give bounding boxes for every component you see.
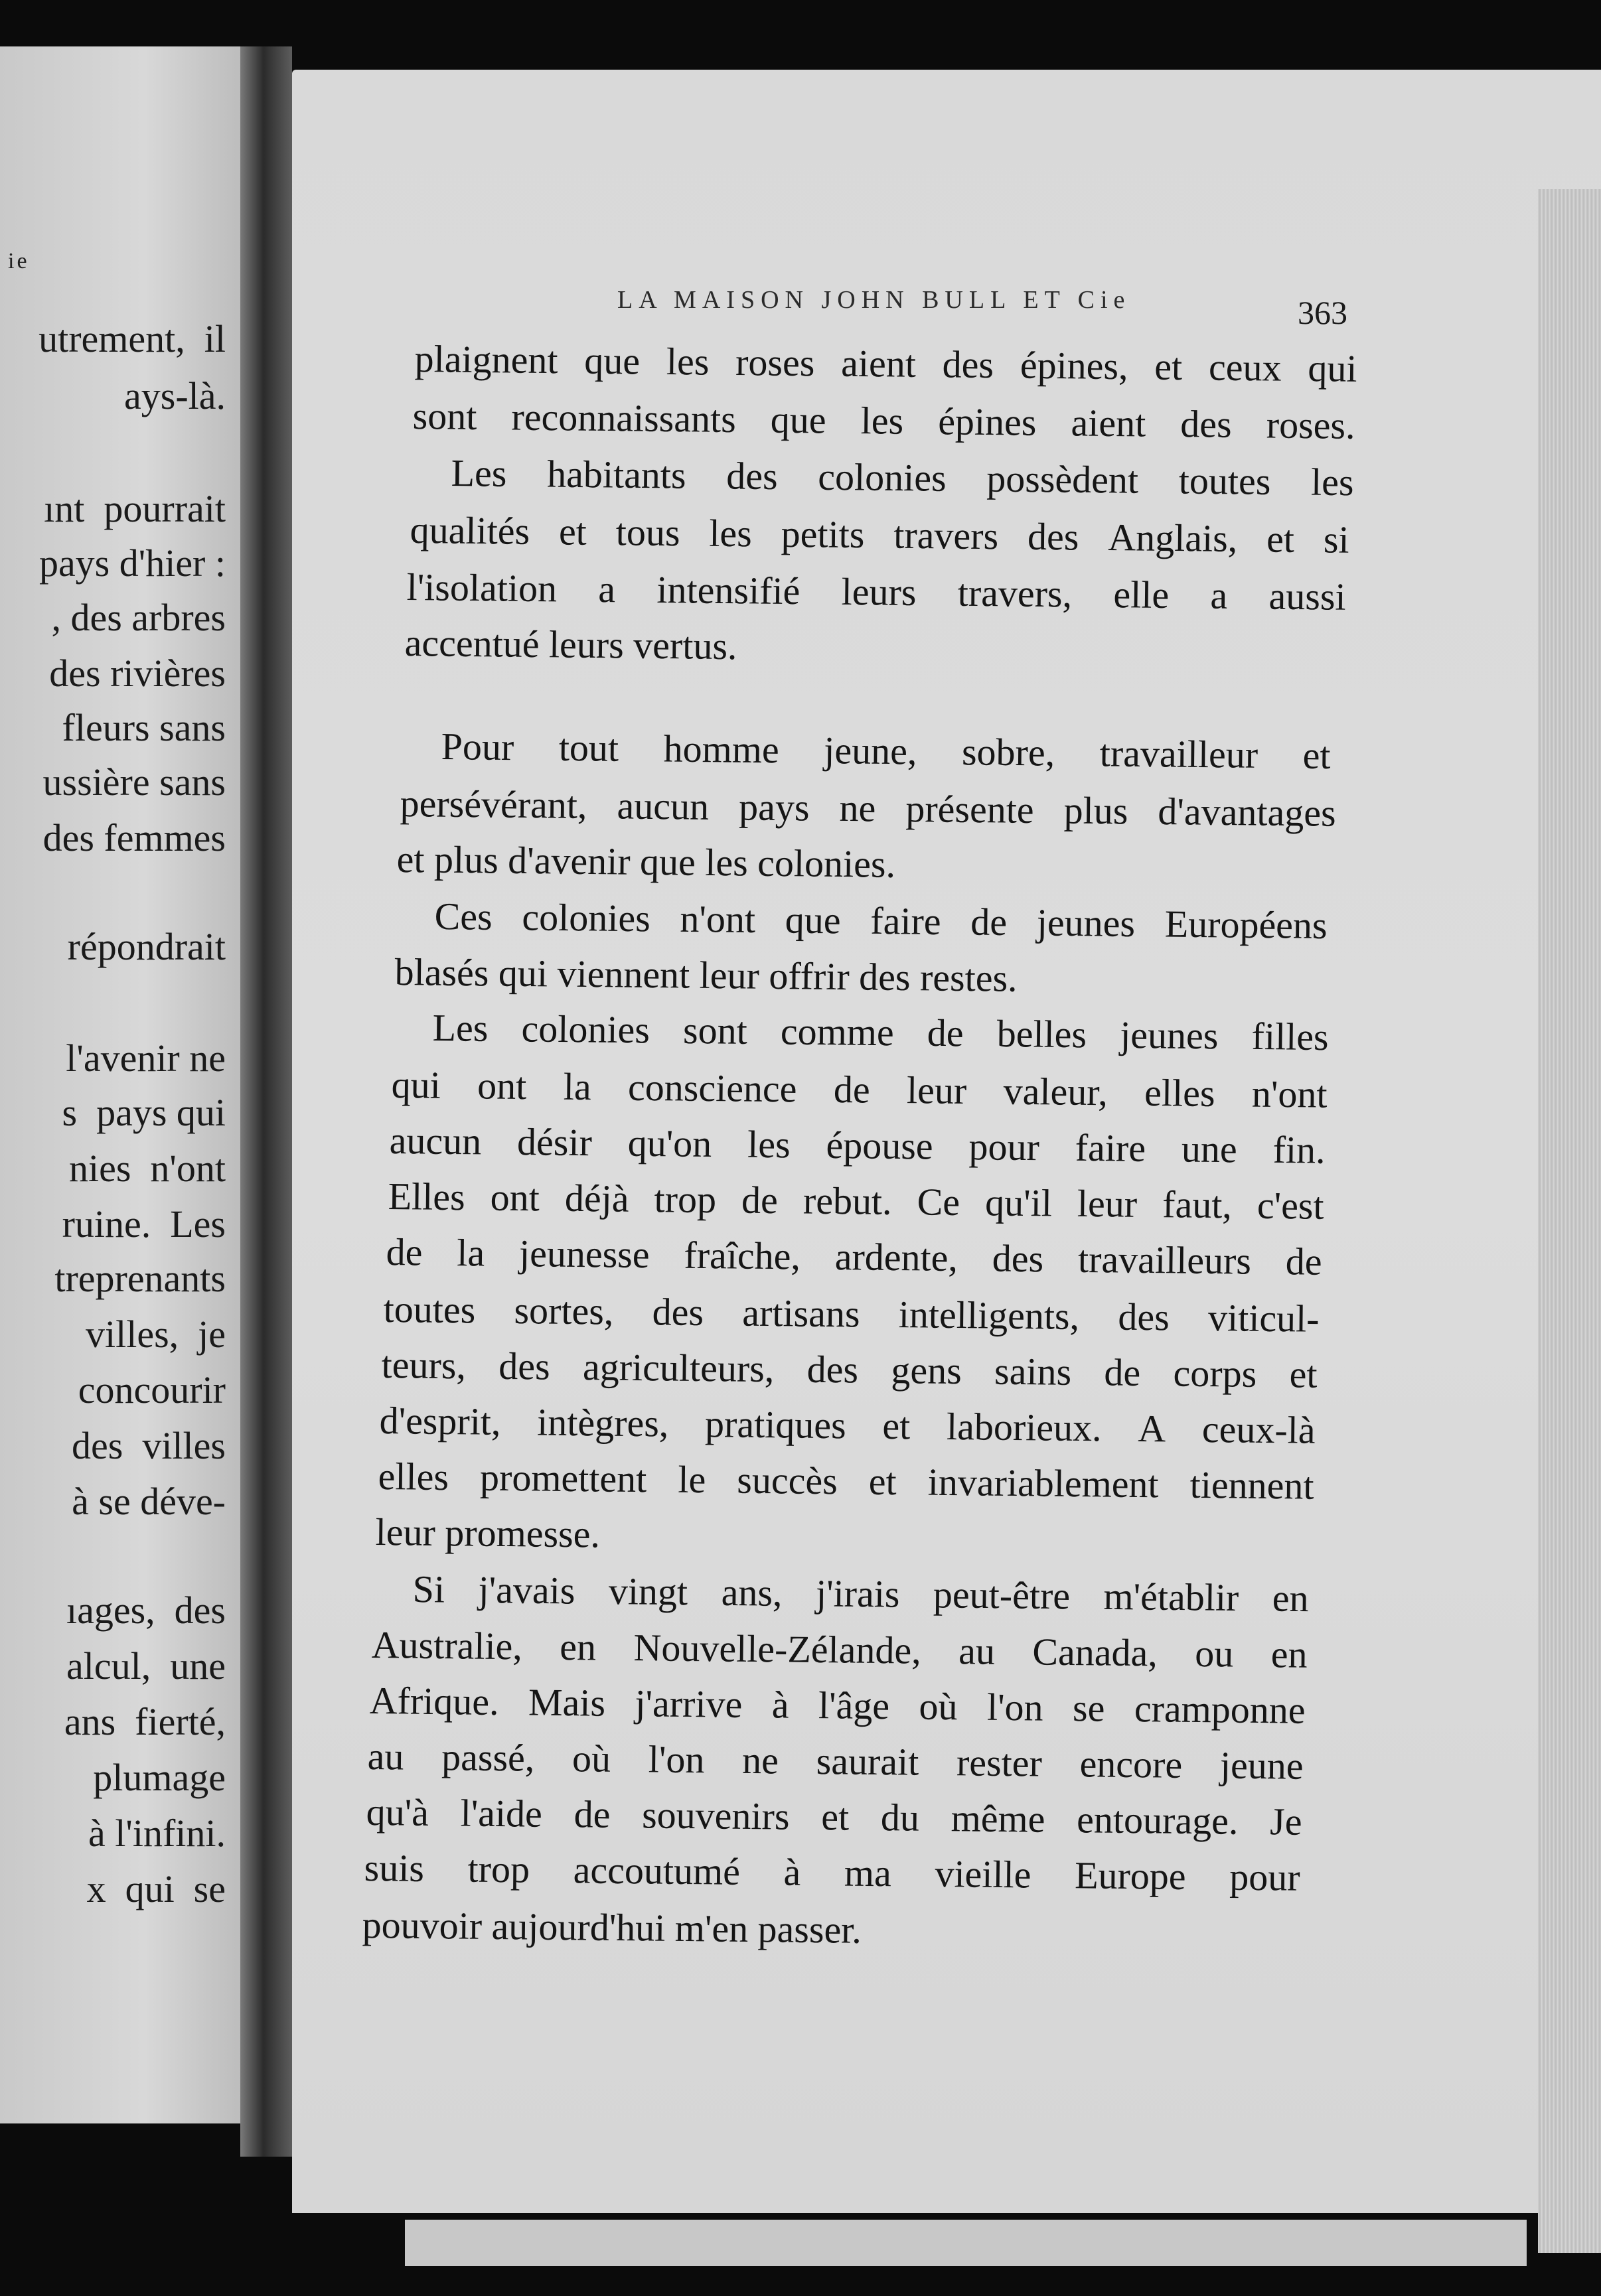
text-line bbox=[371, 1623, 1308, 1676]
word: de bbox=[1285, 1240, 1322, 1283]
word: toutes bbox=[383, 1287, 476, 1332]
word: ans, bbox=[721, 1570, 783, 1614]
word: qu'il bbox=[984, 1181, 1053, 1225]
word: comme bbox=[780, 1009, 895, 1054]
left-text-line: pays d'hier : bbox=[38, 541, 226, 585]
word: trop bbox=[467, 1847, 530, 1891]
text-line bbox=[381, 1343, 1318, 1396]
word: intensifié bbox=[656, 567, 800, 613]
text-line bbox=[434, 895, 1328, 948]
word: des bbox=[1118, 1295, 1170, 1339]
text-line bbox=[379, 1401, 1316, 1450]
left-text-line: x qui se bbox=[86, 1867, 226, 1910]
text-line bbox=[406, 565, 1346, 618]
text-line bbox=[391, 1063, 1328, 1116]
word: des bbox=[652, 1290, 704, 1334]
word: d'avantages bbox=[1158, 789, 1336, 835]
word: viticul- bbox=[1207, 1296, 1320, 1340]
word: possèdent bbox=[986, 457, 1139, 502]
word: les bbox=[709, 511, 753, 555]
text-line bbox=[414, 337, 1357, 390]
word: Australie, bbox=[371, 1623, 523, 1668]
word: Je bbox=[1269, 1800, 1302, 1843]
word: artisans bbox=[742, 1291, 860, 1336]
word: sont bbox=[682, 1008, 748, 1052]
word: conscience bbox=[627, 1065, 797, 1111]
left-text-line: concourir bbox=[78, 1368, 226, 1411]
word: à bbox=[783, 1850, 801, 1894]
word: fin. bbox=[1272, 1127, 1326, 1172]
left-text-line: des femmes bbox=[42, 816, 226, 859]
left-text-line: à se déve- bbox=[72, 1480, 226, 1523]
word: de bbox=[833, 1067, 871, 1112]
left-text-line: , des arbres bbox=[51, 596, 226, 639]
word: elle bbox=[1113, 573, 1170, 617]
word: valeur, bbox=[1003, 1069, 1108, 1114]
running-head: LA MAISON JOHN BULL ET Cie bbox=[617, 286, 1131, 314]
word: du bbox=[880, 1796, 920, 1839]
word: sains bbox=[994, 1349, 1072, 1394]
word: plaignent bbox=[414, 337, 558, 382]
word: même bbox=[951, 1796, 1045, 1841]
word: qu'on bbox=[627, 1121, 712, 1166]
left-text-line: ruine. Les bbox=[62, 1202, 226, 1246]
word: de bbox=[927, 1011, 964, 1055]
word: leur bbox=[906, 1068, 967, 1113]
left-text-line: treprenants bbox=[54, 1257, 226, 1300]
word: fraîche, bbox=[684, 1233, 801, 1278]
word: saurait bbox=[816, 1739, 919, 1784]
word: ceux bbox=[1208, 345, 1282, 390]
left-text-line: ınt pourrait bbox=[44, 487, 226, 530]
word: et bbox=[1302, 733, 1331, 778]
word: cramponne bbox=[1134, 1687, 1306, 1732]
text-line bbox=[378, 1457, 1314, 1506]
word: travers bbox=[893, 513, 999, 558]
text-line bbox=[412, 1567, 1309, 1620]
word: et bbox=[558, 510, 587, 553]
word: de bbox=[741, 1178, 779, 1222]
word: j'avais bbox=[478, 1568, 575, 1613]
word: ont bbox=[477, 1064, 527, 1108]
word: aucun bbox=[389, 1119, 482, 1163]
word: ne bbox=[839, 786, 876, 830]
text-line bbox=[364, 1846, 1300, 1899]
word: tout bbox=[558, 725, 619, 770]
word: les bbox=[747, 1122, 791, 1167]
word: ceux-là bbox=[1201, 1407, 1316, 1452]
word: qualités bbox=[410, 508, 530, 553]
word: où bbox=[572, 1737, 611, 1780]
word: persévérant, bbox=[400, 782, 587, 827]
word: faire bbox=[1075, 1125, 1146, 1170]
word: et bbox=[1289, 1352, 1318, 1396]
word: jeunesse bbox=[518, 1232, 650, 1277]
word: pays bbox=[738, 785, 810, 829]
word: homme bbox=[663, 727, 780, 772]
text-line bbox=[369, 1679, 1306, 1732]
word: belles bbox=[996, 1011, 1087, 1056]
left-page-running-head: ie bbox=[8, 249, 30, 273]
word: les bbox=[860, 399, 904, 443]
word: reconnaissants bbox=[511, 395, 737, 441]
word: ne bbox=[741, 1738, 779, 1782]
word: souvenirs bbox=[641, 1793, 790, 1838]
word: accoutumé bbox=[573, 1848, 741, 1893]
word: de bbox=[970, 900, 1008, 944]
word: elles bbox=[378, 1455, 449, 1499]
word: ou bbox=[1195, 1631, 1234, 1676]
text-line: accentué leurs vertus. bbox=[404, 621, 737, 668]
word: et bbox=[1266, 517, 1295, 561]
word: que bbox=[584, 338, 641, 383]
word: promettent bbox=[479, 1455, 647, 1501]
text-line bbox=[367, 1737, 1304, 1786]
word: c'est bbox=[1257, 1183, 1324, 1228]
word: travailleur bbox=[1099, 731, 1258, 776]
word: Les bbox=[451, 451, 507, 495]
word: Anglais, bbox=[1107, 516, 1238, 561]
word: Mais bbox=[528, 1680, 606, 1725]
word: une bbox=[1181, 1127, 1238, 1171]
word: aucun bbox=[617, 784, 710, 828]
word: colonies bbox=[818, 455, 947, 500]
word: n'ont bbox=[680, 897, 756, 942]
word: travailleurs bbox=[1077, 1237, 1252, 1283]
word: j'arrive bbox=[635, 1682, 743, 1726]
text-line bbox=[366, 1790, 1302, 1843]
word: succès bbox=[737, 1458, 838, 1503]
word: intègres, bbox=[536, 1400, 669, 1445]
word: où bbox=[919, 1684, 958, 1729]
word: vieille bbox=[935, 1852, 1031, 1897]
word: entourage. bbox=[1076, 1798, 1239, 1843]
word: jeunes bbox=[1036, 900, 1136, 946]
word: aient bbox=[840, 341, 917, 386]
word: travers, bbox=[957, 571, 1073, 616]
word: jeunes bbox=[1119, 1013, 1219, 1058]
word: en bbox=[559, 1624, 597, 1669]
word: Européens bbox=[1164, 902, 1328, 948]
word: roses. bbox=[1266, 403, 1355, 447]
word: des bbox=[1180, 402, 1233, 446]
word: aussi bbox=[1268, 574, 1346, 618]
word: des bbox=[725, 454, 778, 498]
text-line bbox=[383, 1287, 1320, 1340]
word: Canada, bbox=[1032, 1630, 1158, 1675]
word: que bbox=[770, 397, 826, 442]
word: et bbox=[820, 1795, 850, 1839]
text-line bbox=[388, 1177, 1324, 1226]
left-text-line: ays-là. bbox=[124, 374, 226, 417]
word: tiennent bbox=[1189, 1463, 1314, 1508]
word: elles bbox=[1144, 1070, 1215, 1115]
word: pour bbox=[1229, 1855, 1300, 1899]
word: de bbox=[573, 1792, 611, 1836]
word: n'ont bbox=[1251, 1072, 1328, 1116]
word: A bbox=[1137, 1406, 1166, 1451]
word: intelligents, bbox=[898, 1293, 1080, 1338]
word: les bbox=[666, 339, 710, 384]
word: la bbox=[563, 1064, 592, 1109]
word: rester bbox=[956, 1741, 1043, 1785]
left-text-line: des rivières bbox=[49, 652, 226, 695]
left-text-line: des villes bbox=[72, 1424, 226, 1467]
word: Pour bbox=[441, 725, 514, 769]
left-text-line: ussière sans bbox=[42, 760, 226, 804]
word: en bbox=[1272, 1576, 1309, 1620]
word: déjà bbox=[564, 1176, 629, 1220]
word: passé, bbox=[441, 1735, 535, 1780]
word: pratiques bbox=[704, 1402, 847, 1447]
word: épouse bbox=[826, 1123, 933, 1168]
word: a bbox=[598, 567, 616, 611]
word: jeune bbox=[1219, 1743, 1304, 1788]
word: le bbox=[678, 1457, 706, 1502]
text-line bbox=[412, 394, 1355, 447]
word: faut, bbox=[1162, 1183, 1233, 1227]
left-text-line: alcul, une bbox=[66, 1644, 226, 1687]
word: des bbox=[498, 1344, 550, 1388]
page-number: 363 bbox=[1298, 294, 1347, 331]
left-text-line: ans fierté, bbox=[64, 1700, 226, 1743]
word: pour bbox=[968, 1125, 1040, 1169]
left-text-line: plumage bbox=[93, 1756, 226, 1799]
word: suis bbox=[364, 1846, 425, 1890]
word: vingt bbox=[608, 1569, 688, 1614]
word: l'on bbox=[648, 1737, 705, 1782]
word: habitants bbox=[546, 452, 686, 497]
word: colonies bbox=[521, 1007, 650, 1052]
word: Ce bbox=[917, 1180, 960, 1224]
word: encore bbox=[1079, 1742, 1183, 1786]
word: plus bbox=[1063, 788, 1128, 833]
word: et bbox=[1154, 344, 1183, 389]
word: la bbox=[456, 1231, 485, 1275]
word: aient bbox=[1071, 401, 1146, 445]
text-line bbox=[400, 784, 1336, 833]
word: au bbox=[958, 1629, 996, 1673]
text-line: et plus d'avenir que les colonies. bbox=[396, 837, 896, 886]
left-text-line: fleurs sans bbox=[62, 706, 226, 749]
word: ma bbox=[844, 1851, 892, 1895]
word: des bbox=[942, 342, 994, 387]
word: qu'à bbox=[366, 1790, 429, 1834]
left-text-line: s pays qui bbox=[62, 1091, 226, 1134]
word: Si bbox=[412, 1567, 445, 1611]
word: trop bbox=[654, 1177, 717, 1222]
word: des bbox=[992, 1236, 1044, 1281]
word: faire bbox=[870, 898, 941, 943]
word: Europe bbox=[1074, 1853, 1186, 1898]
word: rebut. bbox=[802, 1179, 892, 1223]
word: l'âge bbox=[818, 1684, 890, 1728]
word: ont bbox=[490, 1175, 540, 1220]
word: gens bbox=[891, 1348, 962, 1393]
left-text-line: utrement, il bbox=[38, 317, 226, 360]
word: épines bbox=[937, 399, 1037, 444]
word: l'isolation bbox=[406, 565, 558, 610]
left-text-line: l'avenir ne bbox=[66, 1037, 226, 1080]
word: leurs bbox=[841, 569, 917, 614]
word: laborieux. bbox=[946, 1404, 1102, 1450]
word: au bbox=[367, 1735, 404, 1778]
word: toutes bbox=[1178, 459, 1271, 503]
word: des bbox=[1027, 514, 1079, 559]
word: sortes, bbox=[514, 1289, 614, 1333]
word: qui bbox=[1308, 346, 1357, 390]
word: en bbox=[1270, 1632, 1308, 1676]
text-line: blasés qui viennent leur offrir des restes. bbox=[394, 950, 1018, 1000]
word: et bbox=[882, 1403, 911, 1448]
word: jeune, bbox=[824, 729, 917, 773]
word: si bbox=[1323, 518, 1349, 561]
word: de bbox=[1104, 1350, 1141, 1394]
text-line bbox=[410, 508, 1349, 561]
text-line bbox=[432, 1006, 1329, 1059]
word: l'aide bbox=[460, 1791, 543, 1835]
word: leur bbox=[1077, 1181, 1138, 1226]
word: se bbox=[1072, 1686, 1105, 1730]
word: Afrique. bbox=[369, 1679, 499, 1724]
text-line bbox=[441, 725, 1331, 778]
word: tous bbox=[615, 510, 680, 555]
text-line: leur promesse. bbox=[375, 1510, 601, 1556]
word: l'on bbox=[986, 1685, 1043, 1729]
word: à bbox=[771, 1683, 789, 1727]
word: de bbox=[386, 1230, 423, 1274]
word: colonies bbox=[522, 895, 651, 940]
word: désir bbox=[516, 1120, 593, 1165]
word: j'irais bbox=[815, 1571, 900, 1616]
word: les bbox=[1310, 460, 1354, 504]
left-text-line: villes, je bbox=[85, 1313, 226, 1356]
word: présente bbox=[905, 786, 1034, 831]
word: Nouvelle-Zélande, bbox=[633, 1626, 922, 1672]
word: a bbox=[1210, 573, 1228, 617]
word: sont bbox=[412, 394, 477, 439]
text-line bbox=[386, 1230, 1322, 1283]
word: d'esprit, bbox=[379, 1399, 501, 1443]
word: Ces bbox=[434, 895, 493, 938]
word: peut-être bbox=[933, 1573, 1071, 1618]
word: et bbox=[868, 1459, 897, 1504]
word: petits bbox=[781, 512, 865, 557]
left-text-line: répondrait bbox=[67, 925, 226, 968]
text-line bbox=[389, 1121, 1326, 1170]
word: que bbox=[785, 898, 841, 942]
word: ardente, bbox=[834, 1235, 958, 1280]
word: des bbox=[806, 1347, 859, 1392]
word: invariablement bbox=[927, 1460, 1159, 1506]
word: roses bbox=[735, 340, 815, 385]
word: agriculteurs, bbox=[582, 1345, 775, 1391]
word: qui bbox=[391, 1063, 441, 1107]
word: filles bbox=[1251, 1014, 1329, 1059]
word: m'établir bbox=[1103, 1574, 1239, 1620]
left-text-line: à l'infini. bbox=[88, 1812, 226, 1855]
text-line: pouvoir aujourd'hui m'en passer. bbox=[362, 1903, 862, 1952]
word: corps bbox=[1173, 1351, 1257, 1396]
word: Elles bbox=[388, 1175, 466, 1219]
word: teurs, bbox=[381, 1343, 467, 1388]
left-text-line: ıages, des bbox=[66, 1589, 226, 1632]
word: épines, bbox=[1020, 343, 1128, 388]
left-text-line: nies n'ont bbox=[69, 1147, 226, 1190]
word: sobre, bbox=[961, 730, 1055, 774]
text-line bbox=[451, 451, 1354, 504]
word: Les bbox=[432, 1006, 489, 1050]
